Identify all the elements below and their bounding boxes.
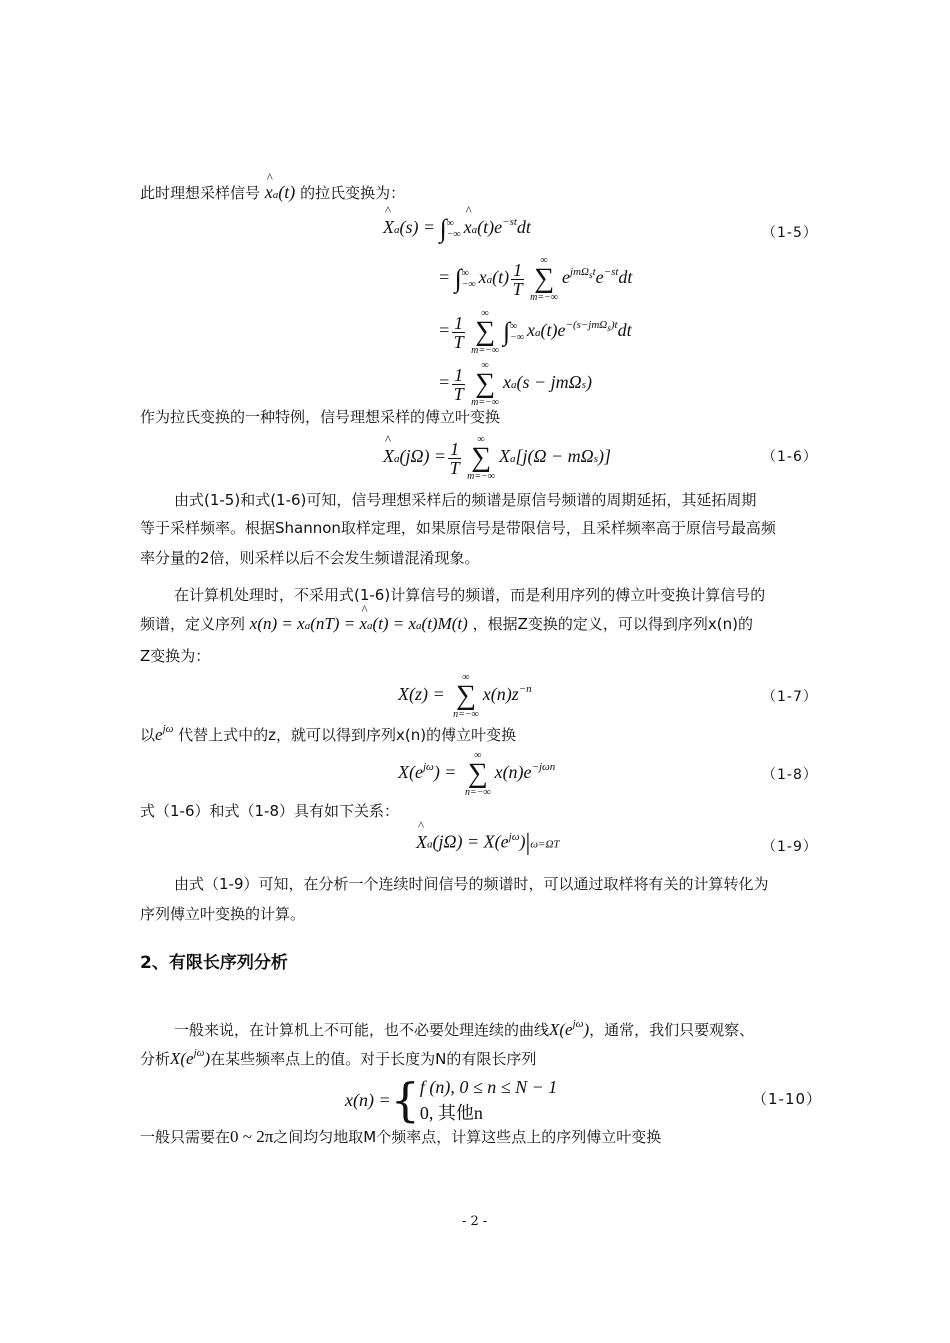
eq-1-8: $X(e^{j\omega})$ = ∞ ∑ n=−∞ $x(n)e^{-j\omega n}$ [398,750,556,798]
sampled-signal-symbol: ^ xa(t) [265,182,296,202]
eq-1-6: ^ Xa(jΩ) = $\frac{1}{T}$ ∞ ∑ m=−∞ Xa[j(Ω − mΩs)] [383,434,611,482]
para1-line2: 等于采样频率。根据Shannon取样定理，如果原信号是带限信号，且采样频率高于原信号最高频 [140,519,776,537]
para3-line2: 序列傅立叶变换的计算。 [140,905,306,923]
eq-1-6-label: （1-6） [762,449,818,465]
eq-1-5-line2: = ∫∞ −∞ xa(t) $\frac{1}{T}$ ∞ ∑ m=−∞ $e^{jm\Omega_st}e^{-st}dt$ [438,255,633,303]
para2-line3: Z变换为： [140,647,211,665]
eq-1-7-label: （1-7） [762,689,818,705]
para3-line1: 由式（1-9）可知，在分析一个连续时间信号的频谱时，可以通过取样将有关的计算转化为 [174,875,769,893]
para2-line2: 频谱，定义序列 x(n) = xa(nT) = ^ xa(t) = xa(t)M(t) ，根据Z变换的定义，可以得到序列x(n)的 [140,614,753,636]
eq-1-7: X(z) = ∞ ∑ n=−∞ $x(n)z^{-n}$ [398,672,532,720]
eq-1-9: ^ $Xa(j\Omega) = X(e^{j\omega})|\omega=\Omega T$ [416,830,560,857]
eq-1-10-label: （1-10） [752,1090,823,1108]
para4-line1: 一般来说，在计算机上不可能，也不必要处理连续的曲线$X(e^{j\omega})$，通常，我们只要观察、 [174,1018,755,1039]
relation-text: 式（1-6）和式（1-8）具有如下关系： [140,802,400,820]
para4-line2: 分析$X(e^{j\omega})$在某些频率点上的值。对于长度为N的有限长序列 [140,1047,537,1068]
para1-line3: 率分量的2倍，则采样以后不会发生频谱混淆现象。 [140,549,480,567]
eq-1-5-line4: = $\frac{1}{T}$ ∞ ∑ m=−∞ xa(s − jmΩs) [438,360,592,408]
page-number: - 2 - [462,1214,488,1229]
para1-line1: 由式(1-5)和式(1-6)可知，信号理想采样后的频谱是原信号频谱的周期延拓，其延拓周期 [174,491,757,509]
special-case-text: 作为拉氏变换的一种特例，信号理想采样的傅立叶变换 [140,408,501,426]
sequence-definition: x(n) = xa(nT) = ^ xa(t) = xa(t)M(t) [250,614,468,633]
eq-1-5-label: （1-5） [762,225,818,241]
eq-1-10: x(n) = { f (n), 0 ≤ n ≤ N − 1 0, 其他n [345,1073,558,1127]
eq-1-5-line1: ^ Xa(s) = ∫∞ −∞^ $xa(t)e^{-st}dt$ [383,214,531,244]
eq-1-9-label: （1-9） [762,839,818,855]
intro-line: 此时理想采样信号 ^ xa(t) 的拉氏变换为： [140,182,405,205]
para2-line1: 在计算机处理时，不采用式(1-6)计算信号的频谱，而是利用序列的傅立叶变换计算信号的 [174,586,766,604]
section-heading: 2、有限长序列分析 [140,953,288,973]
replacement-line: 以$e^{j\omega}$ 代替上式中的z，就可以得到序列x(n)的傅立叶变换 [140,723,517,744]
eq-1-8-label: （1-8） [762,767,818,783]
eq-1-5-line3: = $\frac{1}{T}$ ∞ ∑ m=−∞ ∫∞ −∞ $xa(t)e^{-(s-jm\Omega_s)t}dt$ [438,308,632,356]
last-line: 一般只需要在0 ~ 2π之间均匀地取M个频率点，计算这些点上的序列傅立叶变换 [140,1127,662,1146]
piece-case-2: 0, 其他n [419,1103,483,1123]
piece-case-1: f (n), 0 ≤ n ≤ N − 1 [419,1077,558,1097]
